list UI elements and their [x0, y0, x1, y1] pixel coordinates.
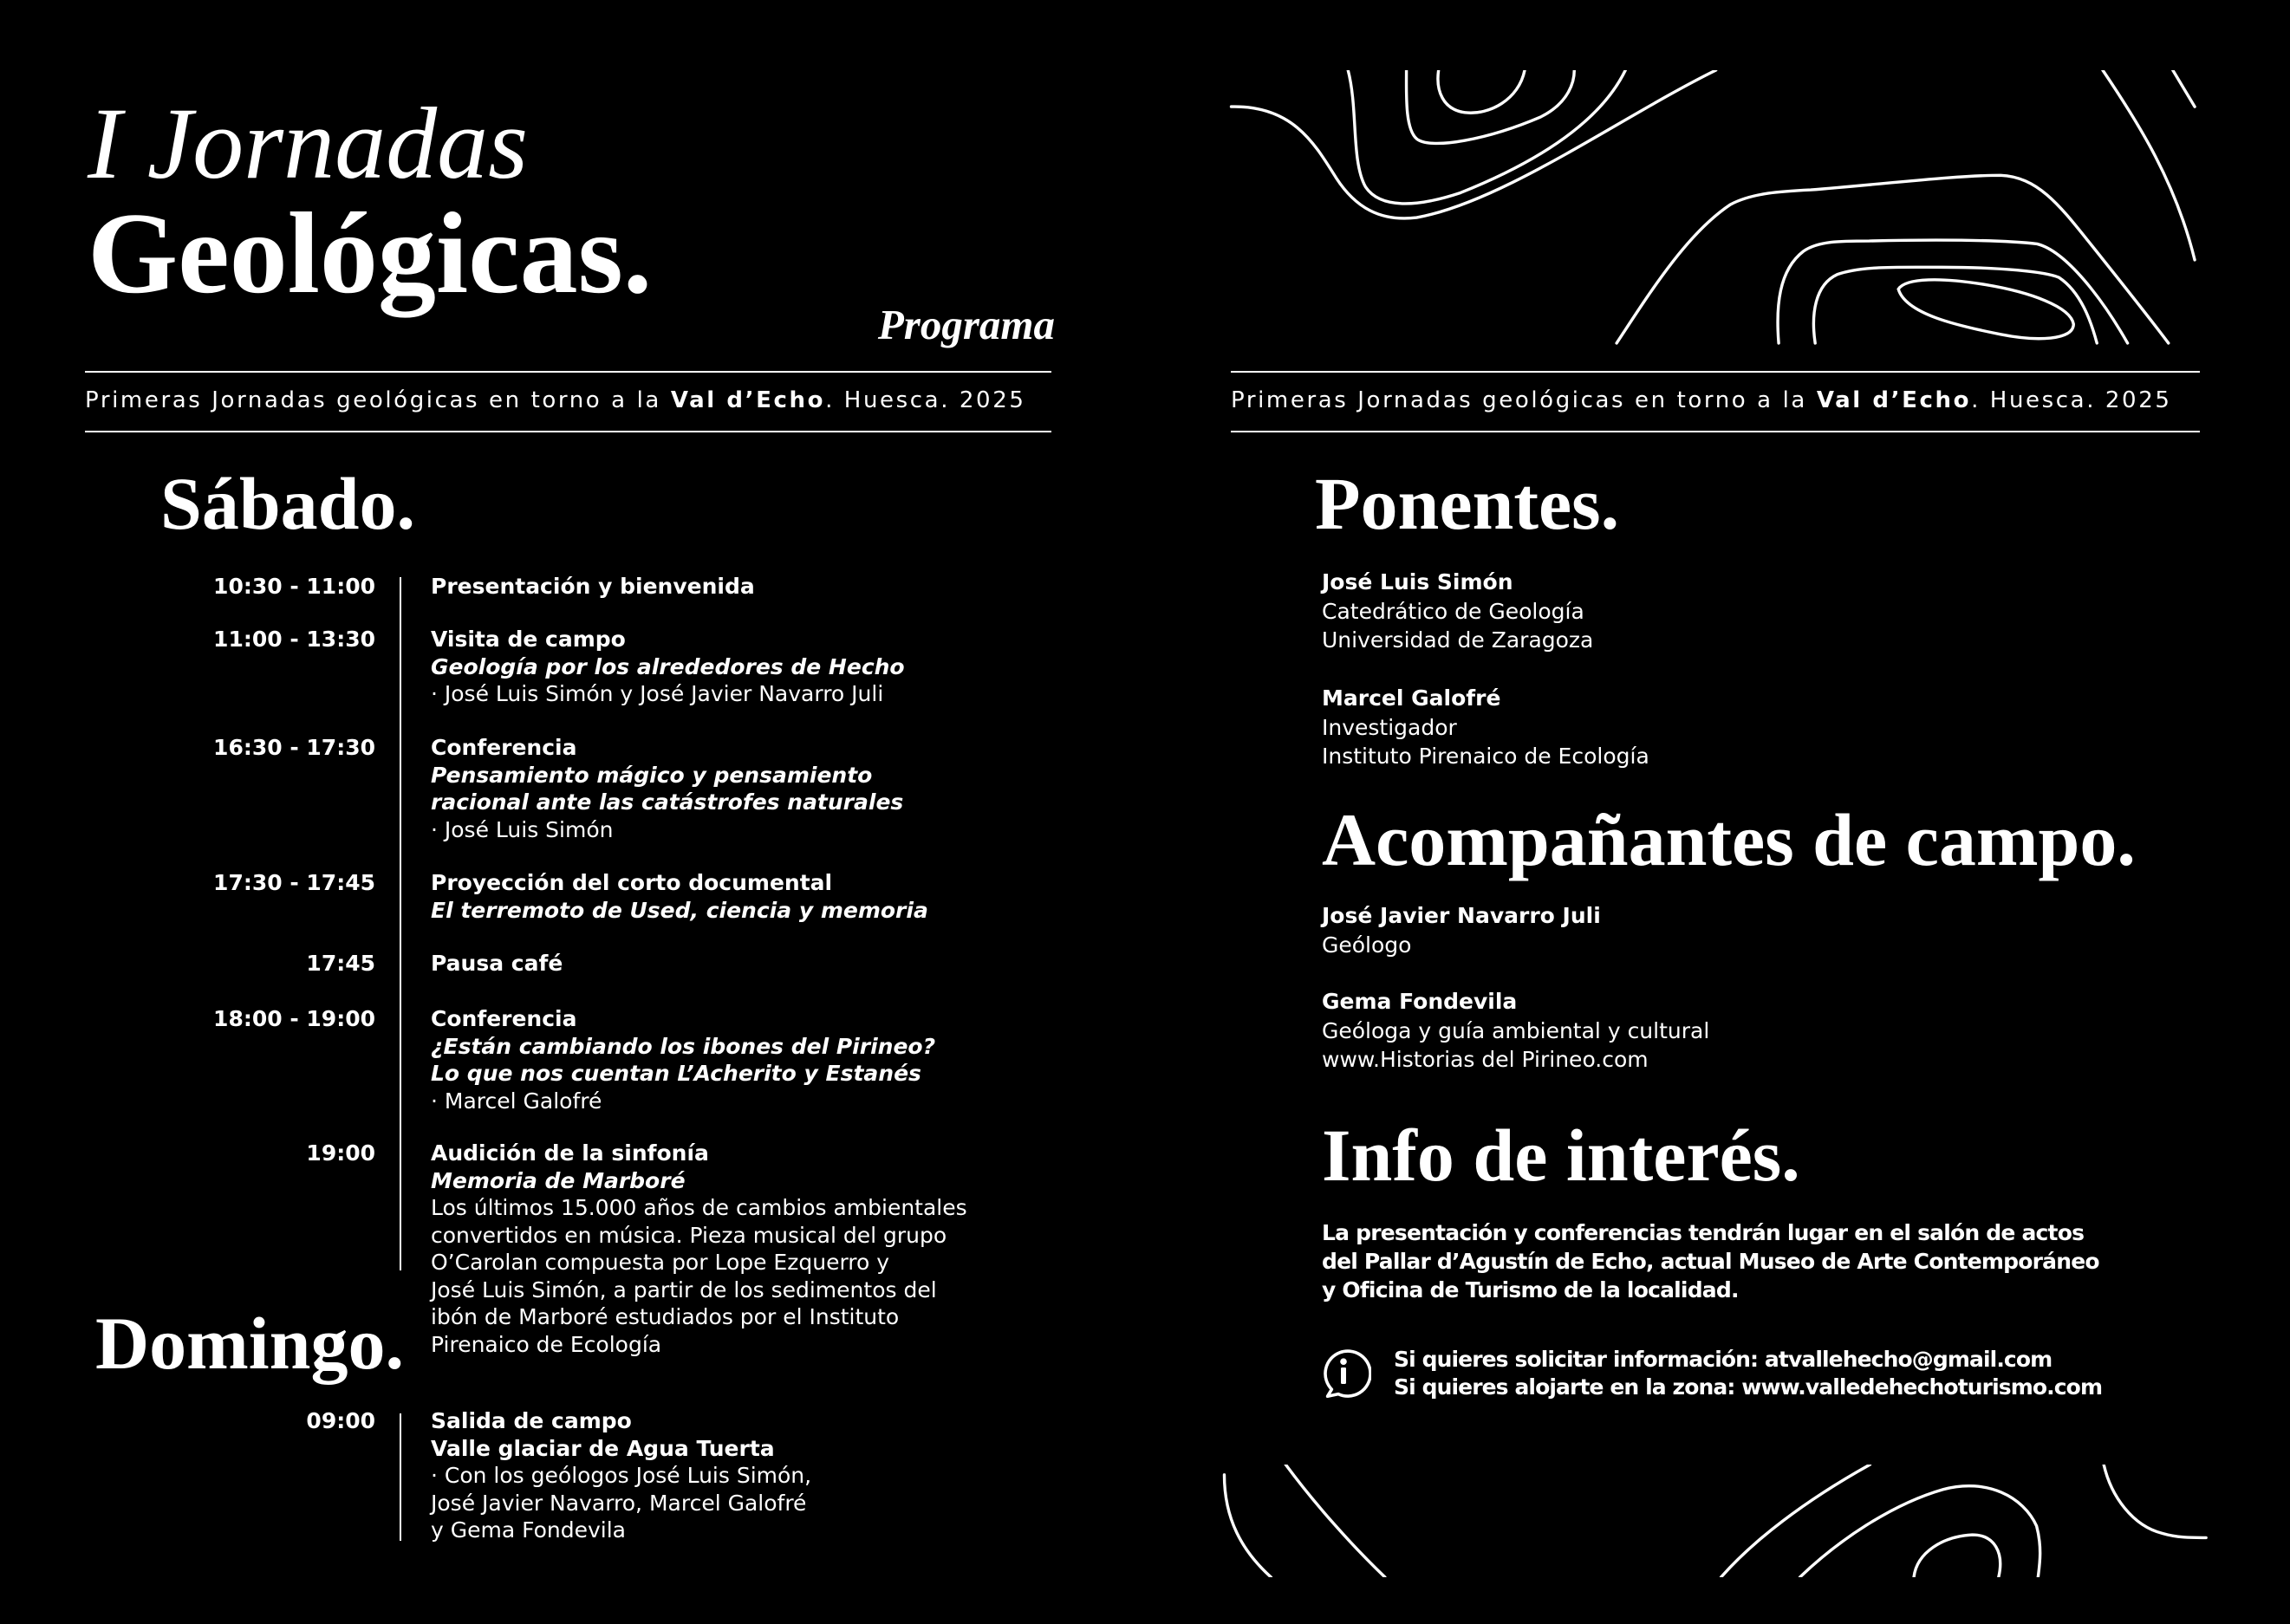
contour-line [1224, 1475, 1271, 1577]
contour-line [1285, 1465, 1385, 1577]
subtitle-right [1231, 387, 2172, 413]
speaker-card [1322, 684, 1649, 771]
schedule-divider [400, 577, 401, 1270]
companion-role: Geólogo [1322, 932, 1412, 958]
subtitle-text: . Huesca. 2025 [825, 387, 1026, 413]
session-detail: José Javier Navarro, Marcel Galofré [431, 1490, 807, 1516]
session-detail: convertidos en música. Pieza musical del grupo [431, 1222, 947, 1248]
session-type: Proyección del corto documental [431, 870, 833, 895]
session-title: Pensamiento mágico y pensamiento [431, 762, 873, 788]
speaker-role: Investigador [1322, 714, 1457, 740]
info-paragraph [1322, 1219, 2099, 1305]
session-type: Visita de campo [431, 627, 626, 652]
divider-bottom-right [1231, 431, 2200, 432]
title-line-2: Geológicas. [88, 189, 653, 317]
contour-line [1914, 1535, 2000, 1577]
speaker-name: Marcel Galofré [1322, 685, 1501, 711]
session-type: Audición de la sinfonía [431, 1140, 709, 1166]
companion-card [1322, 987, 1709, 1075]
info-icon [1316, 1345, 1371, 1400]
contour-line [2173, 70, 2195, 107]
schedule-time: 16:30 - 17:30 [213, 735, 375, 760]
schedule-time: 10:30 - 11:00 [213, 574, 375, 599]
session-type: Salida de campo [431, 1408, 632, 1433]
contact-email-line: Si quieres solicitar información: atvallehecho@gmail.com [1394, 1347, 2053, 1372]
contour-line [1800, 1486, 2040, 1577]
session-detail: Los últimos 15.000 años de cambios ambientales [431, 1195, 967, 1220]
subtitle-text: . Huesca. 2025 [1971, 387, 2172, 413]
contour-line [1407, 70, 1575, 143]
speakers-heading: Ponentes. [1315, 462, 1620, 545]
program-label: Programa [877, 301, 1055, 348]
contour-line [1721, 1465, 1870, 1577]
contact-lines [1394, 1346, 2102, 1401]
companion-website: www.Historias del Pirineo.com [1322, 1047, 1649, 1072]
session-type: Presentación y bienvenida [431, 574, 755, 599]
schedule-time: 17:45 [306, 951, 375, 976]
contour-line [1232, 70, 1716, 218]
speaker-org: Universidad de Zaragoza [1322, 627, 1594, 653]
session-detail: O’Carolan compuesta por Lope Ezquerro y [431, 1250, 890, 1275]
schedule-time: 11:00 - 13:30 [213, 627, 375, 652]
session-detail: · José Luis Simón [431, 816, 614, 842]
contour-line [2104, 1465, 2206, 1537]
divider-bottom-left [85, 431, 1051, 432]
subtitle-place: Val d’Echo [670, 387, 826, 413]
session-title: Memoria de Marboré [431, 1167, 686, 1193]
info-line: y Oficina de Turismo de la localidad. [1322, 1276, 1739, 1302]
companion-name: Gema Fondevila [1322, 989, 1518, 1014]
session-type: Conferencia [431, 735, 577, 760]
session-type: Conferencia [431, 1006, 577, 1031]
speaker-org: Instituto Pirenaico de Ecología [1322, 744, 1649, 769]
subtitle-text: Primeras Jornadas geológicas en torno a la [1231, 387, 1817, 413]
session-detail: · Marcel Galofré [431, 1088, 602, 1114]
schedule-time: 19:00 [306, 1140, 375, 1166]
companions-heading: Acompañantes de campo. [1322, 798, 2136, 881]
schedule-time: 09:00 [306, 1408, 375, 1433]
speaker-role: Catedrático de Geología [1322, 598, 1584, 624]
schedule-divider [400, 1413, 401, 1541]
subtitle-text: Primeras Jornadas geológicas en torno a la [85, 387, 671, 413]
companion-name: José Javier Navarro Juli [1322, 903, 1601, 928]
session-detail: Pirenaico de Ecología [431, 1331, 662, 1357]
session-detail: · Con los geólogos José Luis Simón, [431, 1463, 812, 1488]
companion-card [1322, 901, 1601, 959]
sunday-heading: Domingo. [95, 1302, 404, 1385]
contact-website-line: Si quieres alojarte en la zona: www.valledehechoturismo.com [1394, 1374, 2103, 1400]
session-title: Lo que nos cuentan L’Acherito y Estanés [431, 1061, 921, 1086]
session-title: Geología por los alrededores de Hecho [431, 653, 905, 679]
title-line-1: I Jornadas [88, 87, 529, 200]
session-type: Pausa café [431, 951, 563, 976]
saturday-heading: Sábado. [160, 462, 415, 545]
contour-line [1898, 280, 2073, 339]
divider-top-right [1231, 371, 2200, 373]
contour-line [2103, 70, 2195, 260]
session-detail: José Luis Simón, a partir de los sedimentos del [431, 1276, 937, 1302]
session-title: racional ante las catástrofes naturales [431, 789, 904, 815]
session-detail: y Gema Fondevila [431, 1517, 626, 1543]
topographic-lines-icon [1213, 1465, 2221, 1577]
session-title: El terremoto de Used, ciencia y memoria [431, 897, 928, 923]
info-heading: Info de interés. [1322, 1114, 1800, 1197]
divider-top-left [85, 371, 1051, 373]
contour-line [1617, 175, 2169, 343]
speaker-card [1322, 568, 1593, 655]
topographic-lines-icon [1224, 70, 2209, 348]
session-detail: ibón de Marboré estudiados por el Instituto [431, 1304, 900, 1329]
session-detail: · José Luis Simón y José Javier Navarro Juli [431, 681, 884, 706]
session-title: Valle glaciar de Agua Tuerta [431, 1435, 775, 1461]
session-title: ¿Están cambiando los ibones del Pirineo? [431, 1033, 936, 1059]
companion-role: Geóloga y guía ambiental y cultural [1322, 1017, 1710, 1043]
schedule-time: 17:30 - 17:45 [213, 870, 375, 895]
info-line: La presentación y conferencias tendrán lugar en el salón de actos [1322, 1220, 2085, 1245]
subtitle-place: Val d’Echo [1816, 387, 1972, 413]
info-line: del Pallar d’Agustín de Echo, actual Museo de Arte Contemporáneo [1322, 1248, 2099, 1274]
subtitle-left [85, 387, 1026, 413]
schedule-time: 18:00 - 19:00 [213, 1006, 375, 1031]
speaker-name: José Luis Simón [1322, 569, 1513, 594]
contour-line [1438, 70, 1525, 113]
